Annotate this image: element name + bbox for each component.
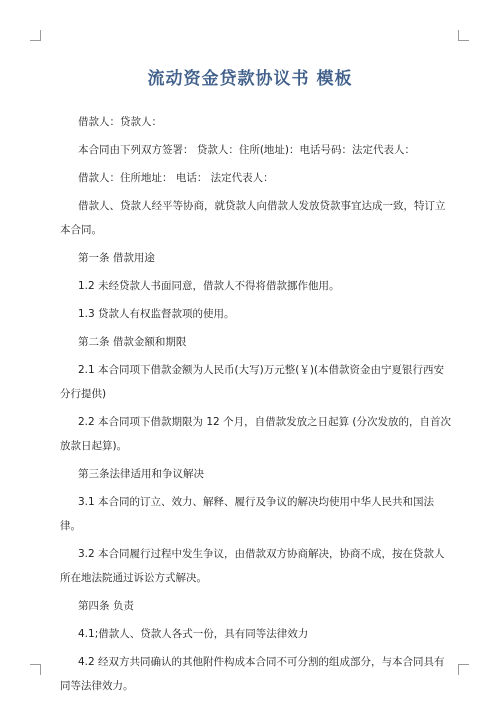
- clause-3-1: 3.1 本合同的订立、效力、解释、履行及争议的解决均使用中华人民共和国法律。: [60, 496, 435, 532]
- paragraph-preamble: 借款人、贷款人经平等协商，就贷款人向借款人发放贷款事宜达成一致，特订立本合同。: [60, 200, 446, 236]
- crop-mark-bottom-right: [458, 664, 469, 675]
- clause-2-2: 2.2 本合同项下借款期限为 12 个月，自借款发放之日起算 (分次发放的，自首次放款日起算)。: [60, 416, 452, 452]
- crop-mark-bottom-left: [30, 664, 41, 675]
- clause-1-3: 1.3 贷款人有权监督款项的使用。: [78, 308, 235, 320]
- clause-1-2: 1.2 未经贷款人书面同意，借款人不得将借款挪作他用。: [78, 280, 340, 292]
- document-body: [60, 110, 454, 702]
- paragraph-signatories: 本合同由下列双方签署： 贷款人：住所(地址)：电话号码：法定代表人：: [78, 144, 416, 156]
- paragraph-parties: 借款人：贷款人：: [78, 116, 162, 128]
- crop-mark-top-right: [458, 30, 469, 41]
- clause-4-1: 4.1;借款人、贷款人各式一份，具有同等法律效力: [78, 628, 309, 640]
- section-heading-1: 第一条 借款用途: [78, 252, 155, 264]
- section-heading-3: 第三条法律适用和争议解决: [78, 468, 204, 480]
- clause-4-2: 4.2 经双方共同确认的其他附件构成本合同不可分割的组成部分，与本合同具有同等法律效力。: [60, 656, 445, 692]
- crop-mark-top-left: [30, 30, 41, 41]
- clause-3-2: 3.2 本合同履行过程中发生争议，由借款双方协商解决，协商不成，按在贷款人所在地法院通过诉讼方式解决。: [60, 548, 445, 584]
- clause-2-1: 2.1 本合同项下借款金额为人民币(大写)万元整(￥)(本借款资金由宁夏银行西安分行提供): [60, 364, 445, 400]
- paragraph-borrower-info: 借款人：住所地址： 电话： 法定代表人：: [78, 172, 274, 184]
- section-heading-4: 第四条 负责: [78, 600, 134, 612]
- document-title: 流动资金贷款协议书 模板: [147, 69, 353, 89]
- section-heading-2: 第二条 借款金额和期限: [78, 336, 187, 348]
